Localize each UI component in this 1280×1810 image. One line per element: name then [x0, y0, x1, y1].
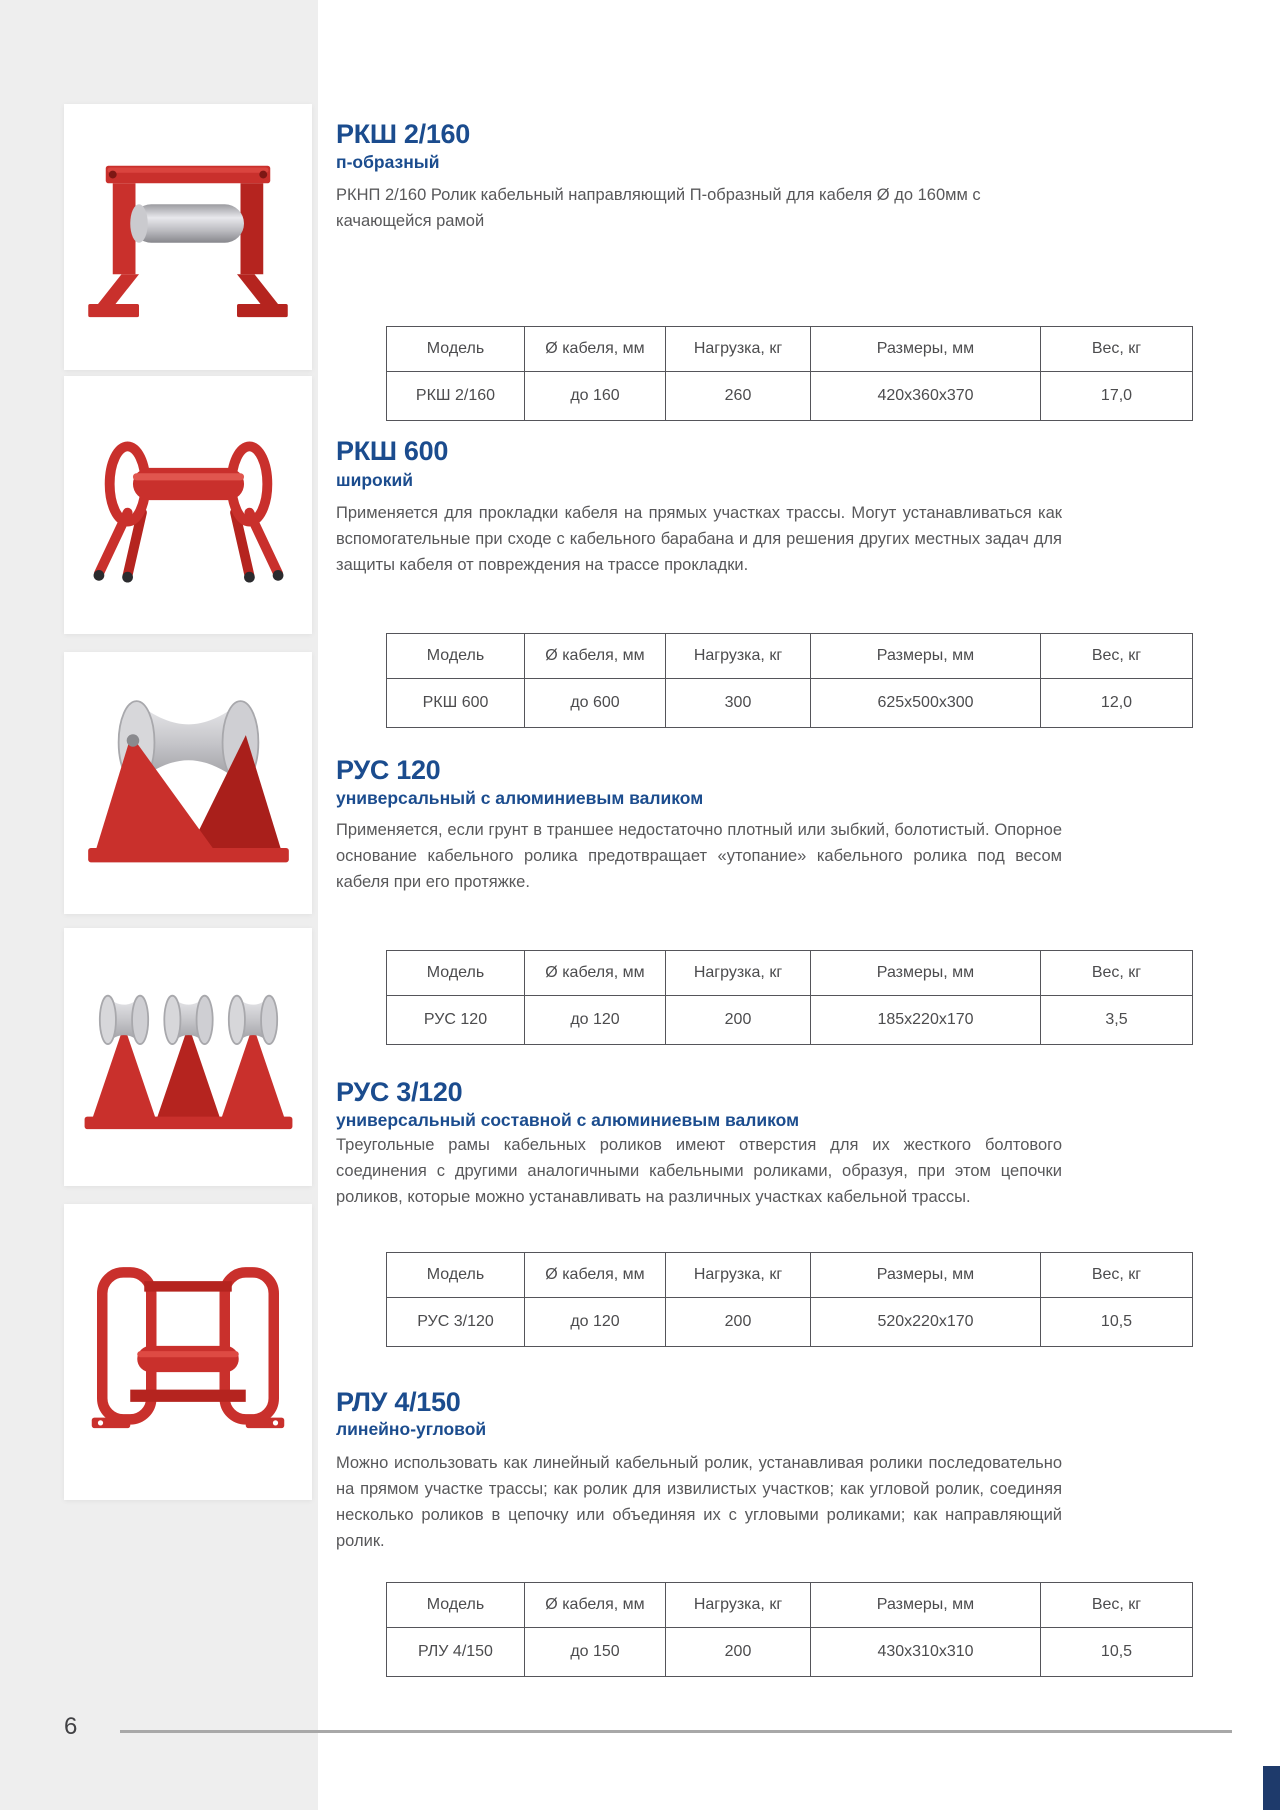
cell-model: РЛУ 4/150: [387, 1628, 525, 1677]
header-weight: Вес, кг: [1041, 951, 1193, 996]
u-frame-roller-illustration: [83, 130, 293, 345]
cell-weight: 3,5: [1041, 996, 1193, 1045]
cell-weight: 17,0: [1041, 372, 1193, 421]
triple-spool-roller-illustration: [81, 950, 296, 1165]
table-header-row: [387, 1583, 1193, 1628]
product-description: Треугольные рамы кабельных роликов имеют отверстия для их жесткого болтового соединения с другими аналогичными кабельными роликами, образуя, при этом цепочки роликов, которые можно устанавливать на различных участках кабельной трассы.: [336, 1136, 1062, 1206]
table-header-row: [387, 634, 1193, 679]
page-number: 6: [64, 1713, 78, 1740]
cell-cable-diameter: до 150: [525, 1628, 666, 1677]
product-title: РУС 120: [336, 755, 441, 785]
cell-weight: 12,0: [1041, 679, 1193, 728]
header-weight: Вес, кг: [1041, 1583, 1193, 1628]
wide-roller-illustration: [81, 398, 296, 613]
product-subtitle: универсальный составной с алюминиевым валиком: [336, 1110, 800, 1130]
header-cable-diameter: Ø кабеля, мм: [525, 634, 666, 679]
header-load: Нагрузка, кг: [666, 1583, 811, 1628]
header-model: Модель: [387, 1253, 525, 1298]
header-dimensions: Размеры, мм: [811, 1253, 1041, 1298]
product-subtitle: широкий: [336, 470, 413, 490]
header-cable-diameter: Ø кабеля, мм: [525, 1583, 666, 1628]
product-spec-table: [386, 1252, 1193, 1347]
header-dimensions: Размеры, мм: [811, 951, 1041, 996]
footer-rule: [120, 1730, 1232, 1733]
cell-load: 200: [666, 1298, 811, 1347]
product-subtitle: универсальный с алюминиевым валиком: [336, 788, 704, 808]
product-description: РКНП 2/160 Ролик кабельный направляющий П-образный для кабеля Ø до 160мм с качающейся рамой: [336, 186, 981, 230]
header-load: Нагрузка, кг: [666, 1253, 811, 1298]
header-weight: Вес, кг: [1041, 634, 1193, 679]
cell-load: 300: [666, 679, 811, 728]
header-weight: Вес, кг: [1041, 327, 1193, 372]
product-photo-rksh-2-160: [64, 104, 312, 370]
header-model: Модель: [387, 1583, 525, 1628]
cell-dimensions: 430x310x310: [811, 1628, 1041, 1677]
table-row: [387, 996, 1193, 1045]
cell-cable-diameter: до 160: [525, 372, 666, 421]
header-cable-diameter: Ø кабеля, мм: [525, 1253, 666, 1298]
cell-dimensions: 520x220x170: [811, 1298, 1041, 1347]
product-description: Применяется для прокладки кабеля на прямых участках трассы. Могут устанавливаться как вспомогательные при сходе с кабельного барабана и для решения других местных задач для защиты кабеля от повреждения на трассе прокладки.: [336, 504, 1062, 574]
cell-cable-diameter: до 600: [525, 679, 666, 728]
cell-weight: 10,5: [1041, 1298, 1193, 1347]
header-dimensions: Размеры, мм: [811, 634, 1041, 679]
cell-load: 200: [666, 996, 811, 1045]
cell-model: РУС 3/120: [387, 1298, 525, 1347]
cell-load: 260: [666, 372, 811, 421]
header-load: Нагрузка, кг: [666, 634, 811, 679]
header-weight: Вес, кг: [1041, 1253, 1193, 1298]
table-row: [387, 679, 1193, 728]
photo-sidebar: [0, 0, 318, 1810]
product-spec-table: [386, 1582, 1193, 1677]
table-header-row: [387, 327, 1193, 372]
product-description: Можно использовать как линейный кабельный ролик, устанавливая ролики последовательно на прямом участке трассы; как ролик для извилистых участков; как угловой ролик, соединяя несколько роликов в цепочку или объединяя их с угловыми роликами; как направляющий ролик.: [336, 1454, 1062, 1550]
product-title: РКШ 600: [336, 436, 449, 466]
cell-load: 200: [666, 1628, 811, 1677]
header-cable-diameter: Ø кабеля, мм: [525, 327, 666, 372]
table-header-row: [387, 951, 1193, 996]
product-spec-table: [386, 950, 1193, 1045]
header-model: Модель: [387, 327, 525, 372]
cell-dimensions: 185x220x170: [811, 996, 1041, 1045]
header-dimensions: Размеры, мм: [811, 327, 1041, 372]
product-spec-table: [386, 326, 1193, 421]
cell-cable-diameter: до 120: [525, 996, 666, 1045]
product-title: РУС 3/120: [336, 1077, 463, 1107]
table-row: [387, 1298, 1193, 1347]
product-photo-rus-120: [64, 652, 312, 914]
product-photo-rus-3-120: [64, 928, 312, 1186]
product-subtitle: п-образный: [336, 152, 440, 172]
product-subtitle: линейно-угловой: [336, 1419, 487, 1439]
product-title: РЛУ 4/150: [336, 1387, 461, 1417]
cell-weight: 10,5: [1041, 1628, 1193, 1677]
cell-model: РКШ 2/160: [387, 372, 525, 421]
header-model: Модель: [387, 951, 525, 996]
cell-dimensions: 625x500x300: [811, 679, 1041, 728]
cell-model: РУС 120: [387, 996, 525, 1045]
linear-angular-roller-illustration: [83, 1237, 293, 1467]
product-photo-rksh-600: [64, 376, 312, 634]
table-header-row: [387, 1253, 1193, 1298]
page-edge-tab: [1263, 1766, 1280, 1810]
product-title: РКШ 2/160: [336, 119, 470, 149]
product-photo-rlu-4-150: [64, 1204, 312, 1500]
table-row: [387, 372, 1193, 421]
header-cable-diameter: Ø кабеля, мм: [525, 951, 666, 996]
spool-roller-illustration: [81, 676, 296, 891]
header-load: Нагрузка, кг: [666, 327, 811, 372]
header-load: Нагрузка, кг: [666, 951, 811, 996]
header-dimensions: Размеры, мм: [811, 1583, 1041, 1628]
cell-model: РКШ 600: [387, 679, 525, 728]
header-model: Модель: [387, 634, 525, 679]
cell-dimensions: 420x360x370: [811, 372, 1041, 421]
table-row: [387, 1628, 1193, 1677]
product-description: Применяется, если грунт в траншее недостаточно плотный или зыбкий, болотистый. Опорное основание кабельного ролика предотвращает «утопание» кабельного ролика под весом кабеля при его протяжке.: [336, 821, 1062, 891]
product-spec-table: [386, 633, 1193, 728]
cell-cable-diameter: до 120: [525, 1298, 666, 1347]
